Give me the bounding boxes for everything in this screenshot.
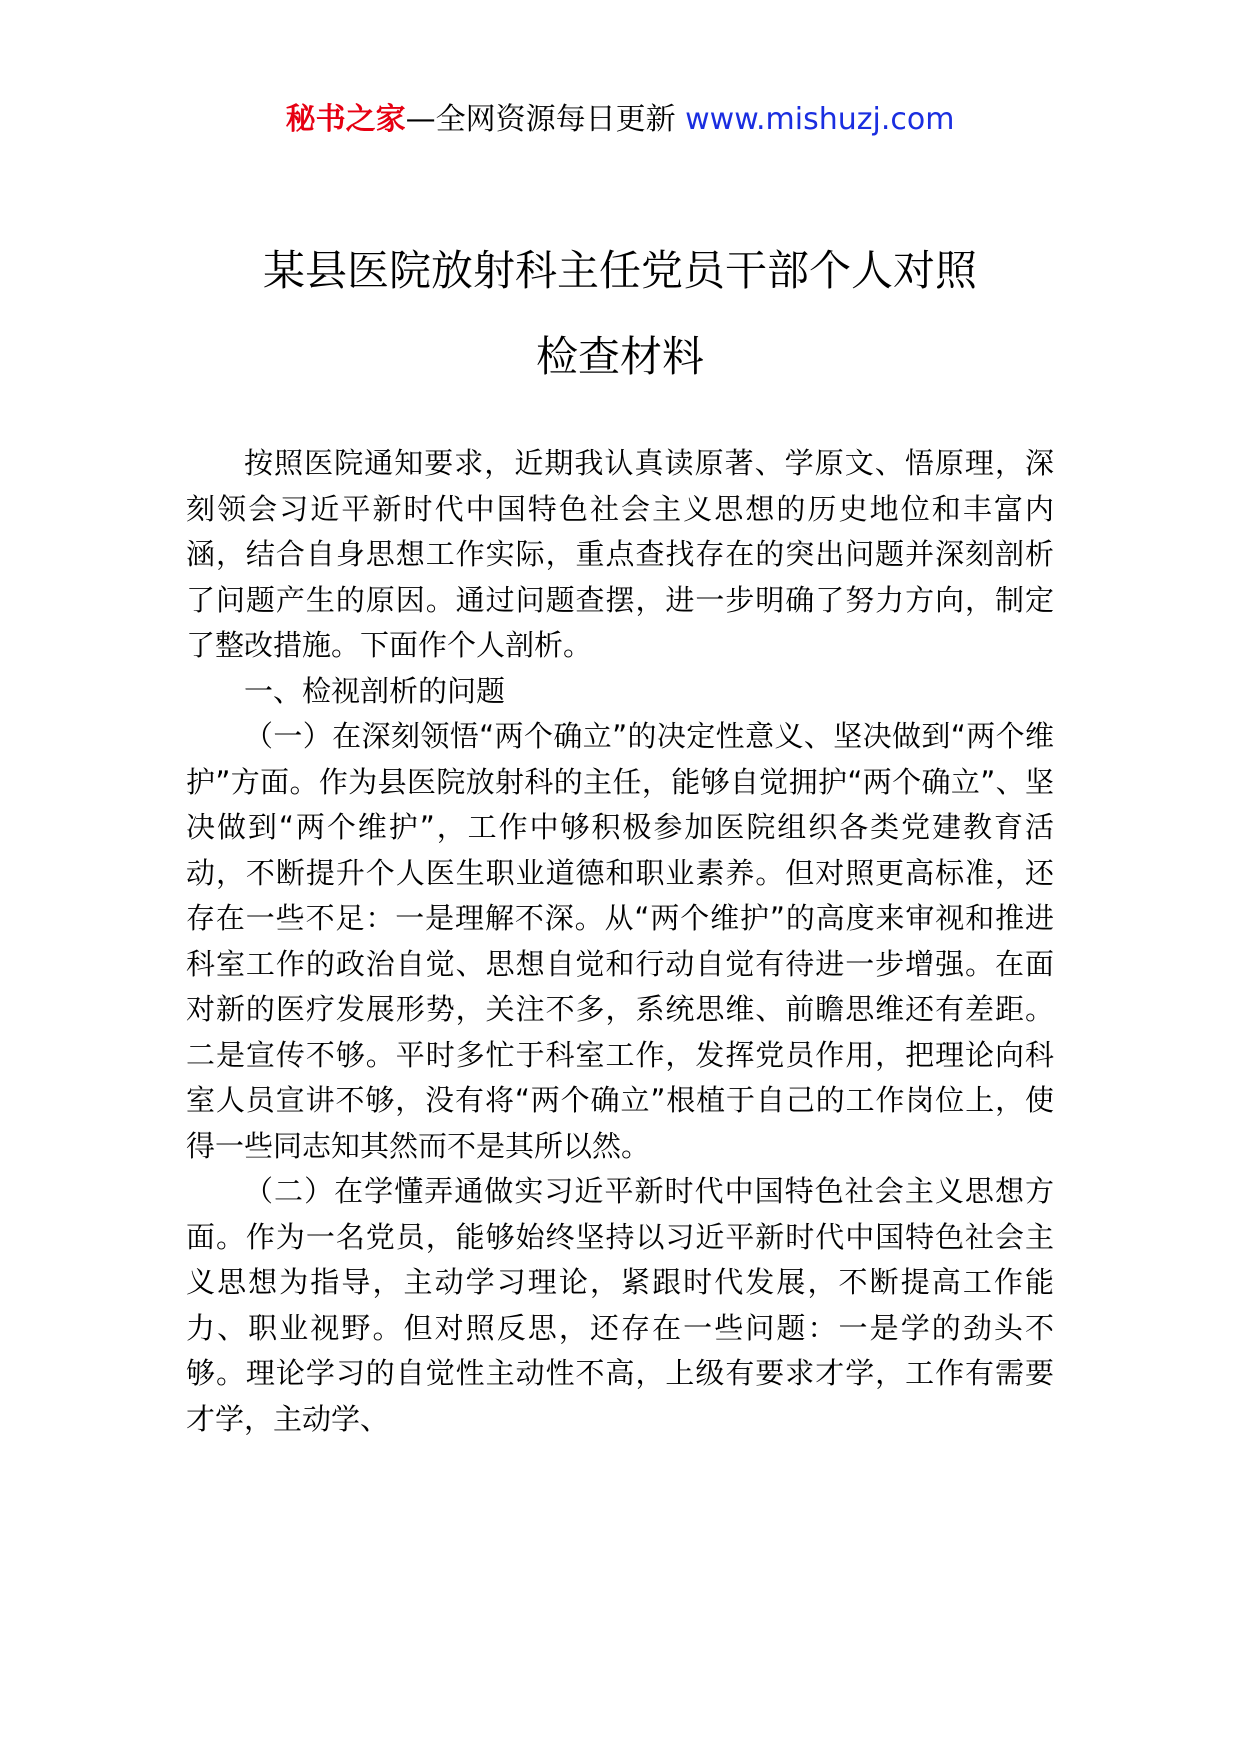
header-slogan: —全网资源每日更新 bbox=[405, 102, 686, 137]
site-header bbox=[0, 100, 1240, 140]
section-heading-1: 一、检视剖析的问题 bbox=[244, 673, 506, 708]
title-line-2: 检查材料 bbox=[535, 332, 704, 381]
document-title bbox=[0, 228, 1240, 400]
subsection-2-paragraph: （二）在学懂弄通做实习近平新时代中国特色社会主义思想方面。作为一名党员，能够始终坚持以习近平新时代中国特色社会主义思想为指导，主动学习理论，紧跟时代发展，不断提高工作能力、职业视野。但对照反思，还存在一些问题：一是学的劲头不够。理论学习的自觉性主动性不高，上级有要求才学，工作有需要才学，主动学、 bbox=[186, 1174, 1054, 1436]
title-line-1: 某县医院放射科主任党员干部个人对照 bbox=[262, 246, 977, 295]
intro-paragraph: 按照医院通知要求，近期我认真读原著、学原文、悟原理，深刻领会习近平新时代中国特色社会主义思想的历史地位和丰富内涵，结合自身思想工作实际，重点查找存在的突出问题并深刻剖析了问题产生的原因。通过问题查摆，进一步明确了努力方向，制定了整改措施。下面作个人剖析。 bbox=[186, 446, 1054, 662]
site-url-link[interactable]: www.mishuzj.com bbox=[685, 102, 955, 137]
document-body bbox=[186, 441, 1054, 1442]
brand-name: 秘书之家 bbox=[285, 102, 406, 137]
subsection-1-paragraph: （一）在深刻领悟“两个确立”的决定性意义、坚决做到“两个维护”方面。作为县医院放射科的主任，能够自觉拥护“两个确立”、坚决做到“两个维护”，工作中够积极参加医院组织各类党建教育活动，不断提升个人医生职业道德和职业素养。但对照更高标准，还存在一些不足：一是理解不深。从“两个维护”的高度来审视和推进科室工作的政治自觉、思想自觉和行动自觉有待进一步增强。在面对新的医疗发展形势，关注不多，系统思维、前瞻思维还有差距。二是宣传不够。平时多忙于科室工作，发挥党员作用，把理论向科室人员宣讲不够，没有将“两个确立”根植于自己的工作岗位上，使得一些同志知其然而不是其所以然。 bbox=[186, 719, 1054, 1163]
